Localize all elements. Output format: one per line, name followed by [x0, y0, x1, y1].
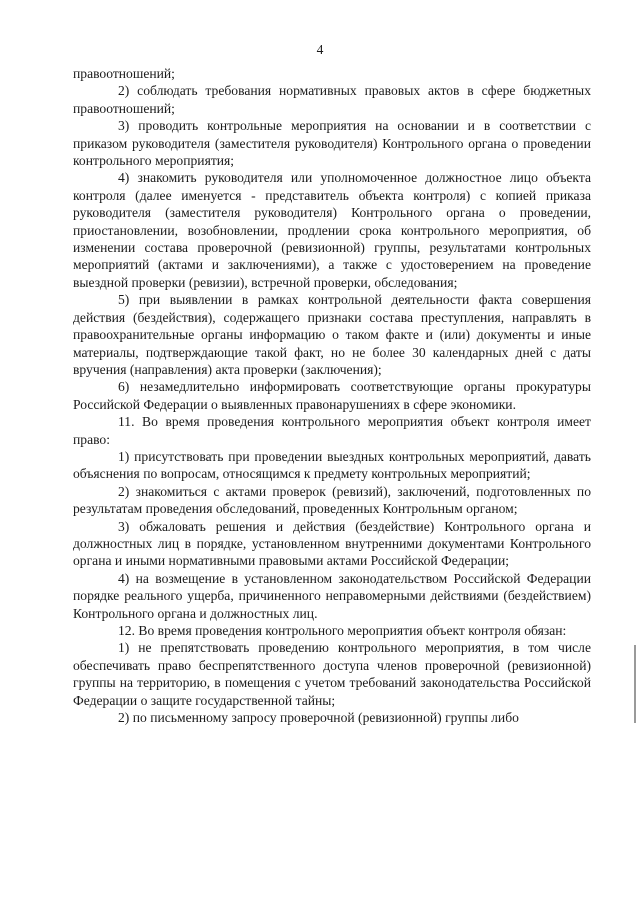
paragraph-item-6: 6) незамедлительно информировать соответствующие органы прокуратуры Российской Федерации о выявленных правонарушениях в сфере экономики. — [73, 379, 591, 412]
paragraph-right-1: 1) присутствовать при проведении выездных контрольных мероприятий, давать объяснения по вопросам, относящимся к предмету контрольных мероприятий; — [73, 448, 591, 482]
scan-margin-mark — [634, 645, 636, 723]
paragraph-item-2: 2) соблюдать требования нормативных правовых актов в сфере бюджетных правоотношений; — [73, 83, 591, 116]
paragraph-duty-1: 1) не препятствовать проведению контрольного мероприятия, в том числе обеспечивать право беспрепятственного доступа членов проверочной (ревизионной) группы на территорию, в помещения с учетом требований законодательства Российской Федерации о защите государственной тайны; — [73, 640, 591, 708]
body-text — [73, 65, 591, 726]
paragraph-section-11: 11. Во время проведения контрольного мероприятия объект контроля имеет право: — [73, 414, 591, 447]
paragraph-right-2: 2) знакомиться с актами проверок (ревизий), заключений, подготовленных по результатам проведения обследований, проведенных Контрольным органом; — [73, 483, 591, 517]
paragraph-right-3: 3) обжаловать решения и действия (бездействие) Контрольного органа и должностных лиц в порядке, установленном внутренними документами Контрольного органа и иными нормативными правовыми актами Российской Федерации; — [73, 518, 591, 569]
paragraph-item-5: 5) при выявлении в рамках контрольной деятельности факта совершения действия (бездействия), содержащего признаки состава преступления, направлять в правоохранительные органы информацию о таком факте и (или) документы и иные материалы, подтверждающие такой факт, но не более 30 календарных дней с даты вручения (направления) акта проверки (заключения); — [73, 292, 591, 377]
paragraph-right-4: 4) на возмещение в установленном законодательством Российской Федерации порядке реального ущерба, причиненного неправомерными действиями (бездействием) Контрольного органа и должностных лиц. — [73, 570, 591, 621]
paragraph-item-4: 4) знакомить руководителя или уполномоченное должностное лицо объекта контроля (далее именуется - представитель объекта контроля) с копией приказа руководителя (заместителя руководителя) Контрольного органа о проведении, приостановлении, возобновлении, продлении срока контрольного мероприятия, об изменении состава проверочной (ревизионной) группы, результатами контрольных мероприятий (актами и заключениями), а также с удостоверением на проведение выездной проверки (ревизии), встречной проверки, обследования; — [73, 170, 591, 290]
page-number: 4 — [316, 42, 324, 57]
paragraph-duty-2: 2) по письменному запросу проверочной (ревизионной) группы либо — [118, 710, 519, 726]
paragraph-item-3: 3) проводить контрольные мероприятия на основании и в соответствии с приказом руководителя (заместителя руководителя) Контрольного органа о проведении контрольного мероприятия; — [73, 118, 591, 169]
paragraph-section-12: 12. Во время проведения контрольного мероприятия объект контроля обязан: — [118, 623, 567, 638]
paragraph-continuation: правоотношений; — [73, 66, 175, 81]
